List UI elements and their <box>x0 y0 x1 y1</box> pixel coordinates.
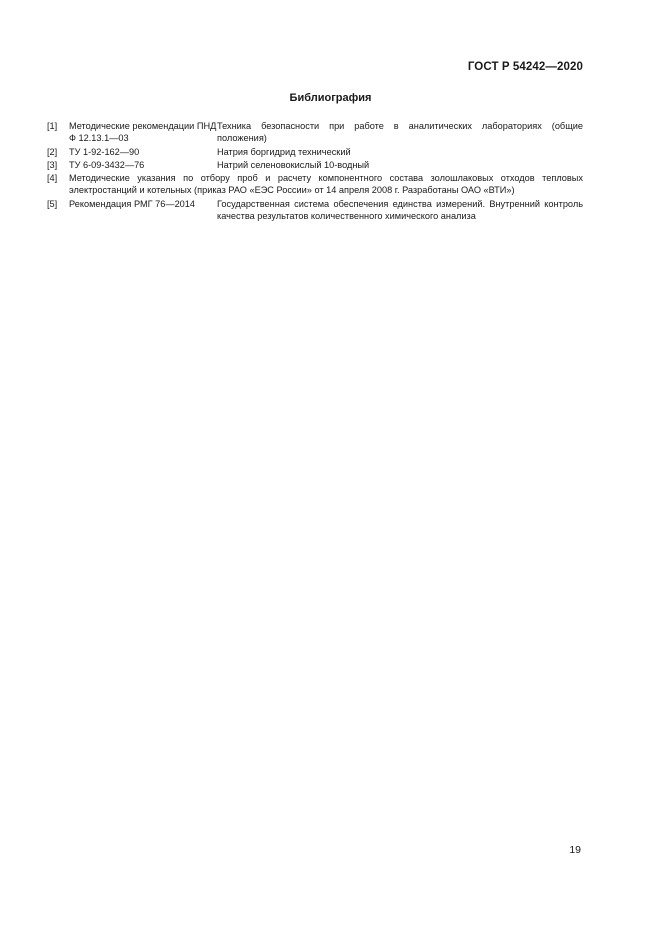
bibliography-entry <box>47 120 583 145</box>
bibliography-title: Библиография <box>289 92 372 104</box>
entry-description: Натрий селеновокислый 10-водный <box>217 159 370 170</box>
entry-source: ТУ 6-09-3432—76 <box>69 159 145 170</box>
entry-source: Методические рекомендации ПНД Ф 12.13.1—03 <box>69 121 217 144</box>
entry-number: [5] <box>47 198 58 209</box>
entry-description: Государственная система обеспечения единства измерений. Внутренний контроль качества результатов количественного химического анализа <box>217 198 583 222</box>
entry-number: [3] <box>47 159 58 170</box>
bibliography-entry <box>47 159 583 171</box>
entry-source: Рекомендация РМГ 76—2014 <box>69 198 196 209</box>
document-code: ГОСТ Р 54242—2020 <box>467 61 583 73</box>
entry-number: [2] <box>47 146 58 157</box>
entry-number: [4] <box>47 173 58 184</box>
bibliography-list <box>47 120 583 223</box>
bibliography-entry <box>47 198 583 223</box>
entry-description: Натрия боргидрид технический <box>217 146 351 157</box>
bibliography-entry <box>47 146 583 158</box>
entry-number: [1] <box>47 121 58 131</box>
page-number: 19 <box>569 844 581 856</box>
entry-source: ТУ 1-92-162—90 <box>69 146 140 157</box>
entry-description: Техника безопасности при работе в аналитических лабораториях (общие положения) <box>217 121 583 144</box>
entry-full-text: Методические указания по отбору проб и расчету компонентного состава золошлаковых отходов тепловых электростанций и котельных (приказ РАО «ЕЭС России» от 14 апреля 2008 г. Разработаны ОАО «ВТИ») <box>69 173 583 196</box>
bibliography-entry <box>47 172 583 197</box>
